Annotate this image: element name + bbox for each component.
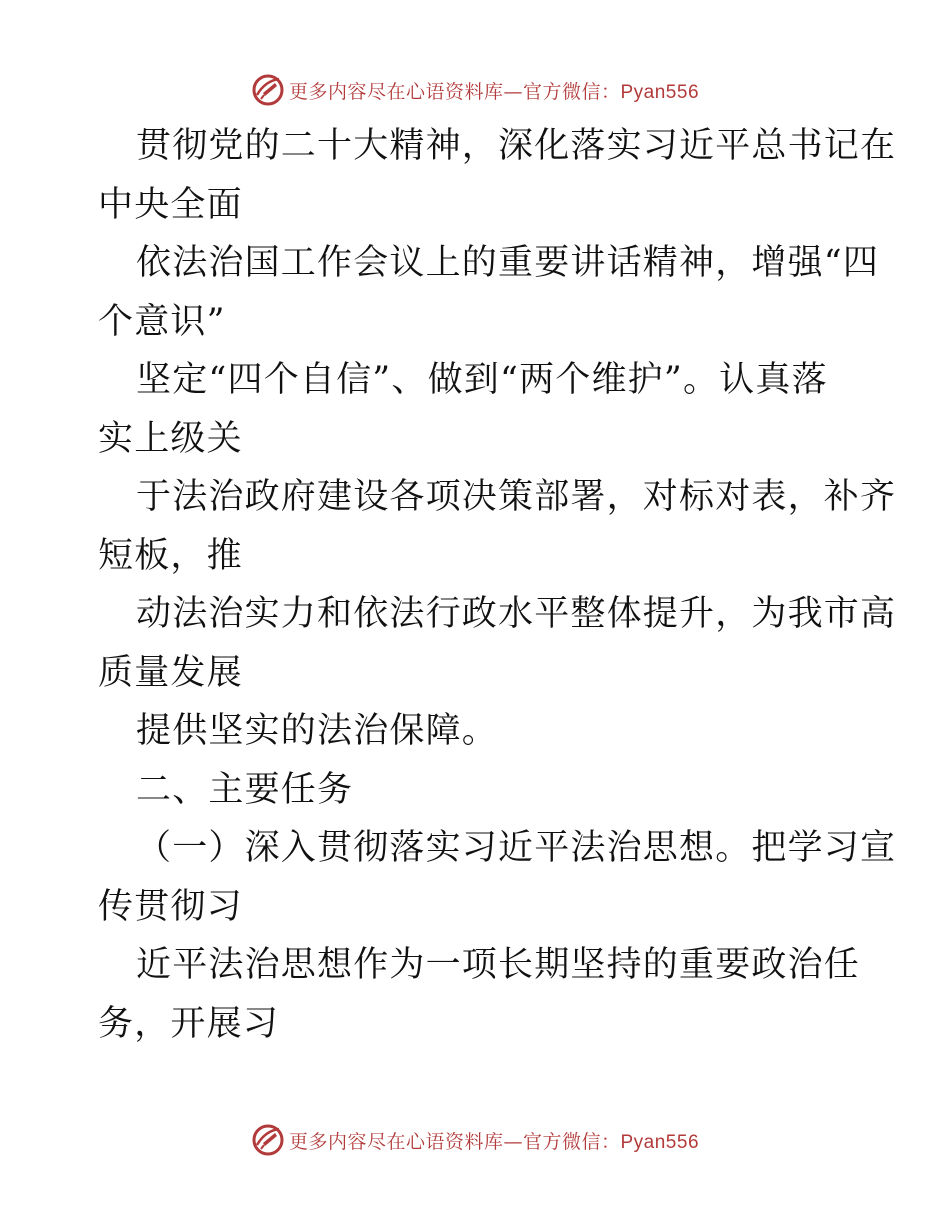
text-line: 于法治政府建设各项决策部署，对标对表，补齐 xyxy=(136,477,897,517)
text-line: 质量发展 xyxy=(98,652,243,693)
pen-logo-icon xyxy=(251,1123,285,1157)
text-line: 动法治实力和依法行政水平整体提升，为我市高 xyxy=(136,594,897,634)
text-line: 传贯彻习 xyxy=(98,886,243,927)
text-line: 提供坚实的法治保障。 xyxy=(136,711,499,751)
header-wechat-id: Pyan556 xyxy=(620,81,700,103)
text-line: 个意识” xyxy=(98,301,226,342)
footer-banner xyxy=(0,1120,950,1160)
text-line: 短板，推 xyxy=(98,535,243,576)
header-banner xyxy=(0,70,950,110)
text-line: 近平法治思想作为一项长期坚持的重要政治任 xyxy=(136,945,861,985)
text-line: 坚定“四个自信”、做到“两个维护”。认真落 xyxy=(136,360,828,400)
text-line: （一）深入贯彻落实习近平法治思想。把学习宣 xyxy=(136,828,897,868)
footer-banner-label: 更多内容尽在心语资料库—官方微信： xyxy=(288,1130,621,1153)
text-line: 务，开展习 xyxy=(98,1003,280,1044)
text-line: 二、主要任务 xyxy=(136,769,354,810)
text-line: 中央全面 xyxy=(98,184,243,225)
document-body xyxy=(98,117,897,1053)
text-line: 实上级关 xyxy=(98,418,243,459)
text-line: 依法治国工作会议上的重要讲话精神，增强“四 xyxy=(136,243,880,283)
pen-logo-icon xyxy=(251,73,285,107)
header-banner-label: 更多内容尽在心语资料库—官方微信： xyxy=(288,80,621,103)
header-banner-text xyxy=(289,77,699,104)
text-line: 贯彻党的二十大精神，深化落实习近平总书记在 xyxy=(136,126,897,166)
footer-wechat-id: Pyan556 xyxy=(620,1131,700,1153)
footer-banner-text xyxy=(289,1127,699,1154)
